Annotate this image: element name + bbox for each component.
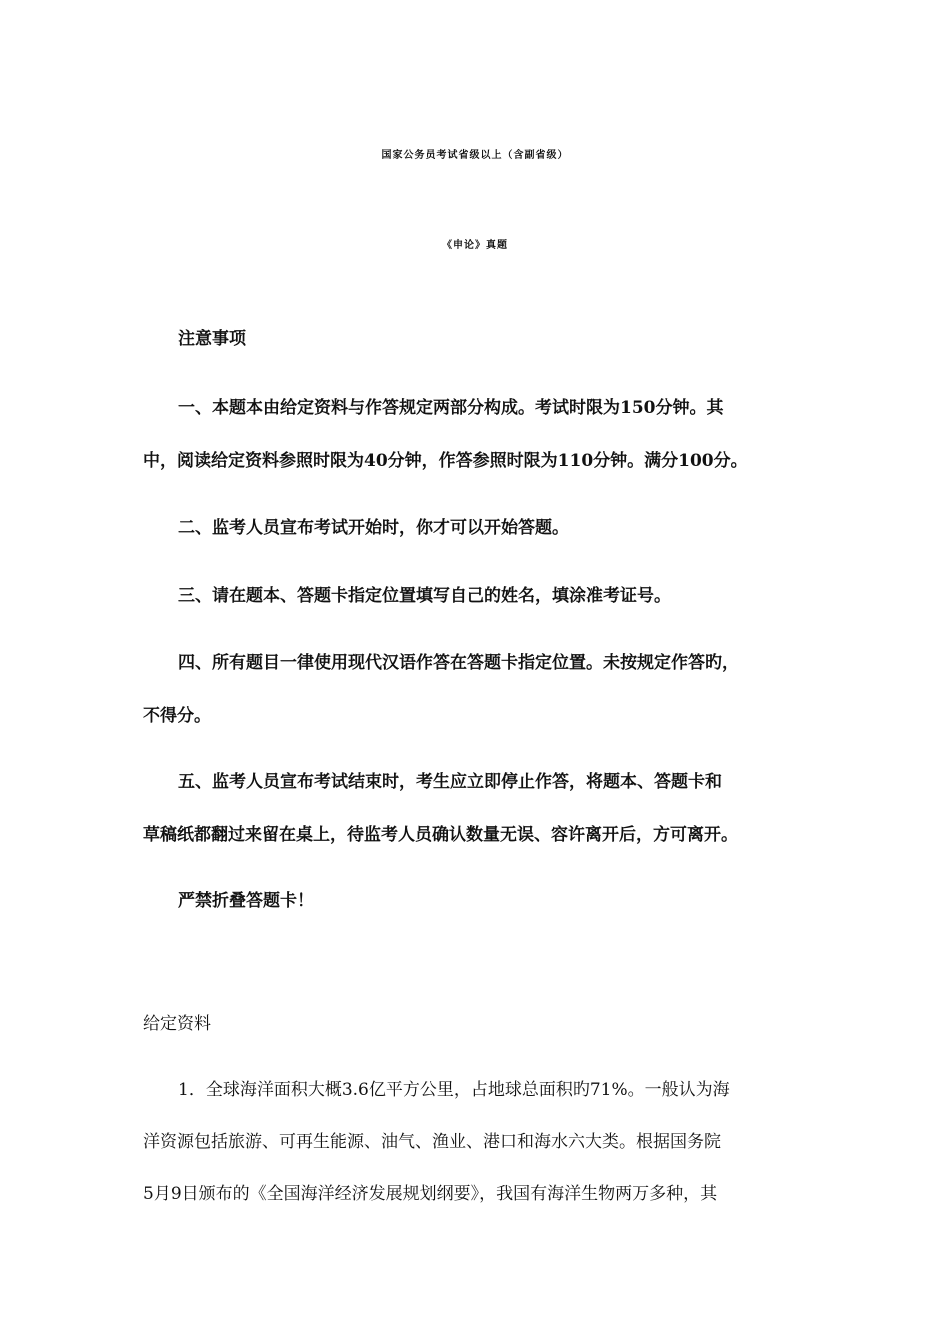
page-title-line2: 《申论》真题 — [442, 240, 508, 251]
material-line3: 5月9日颁布的《全国海洋经济发展规划纲要》，我国有海洋生物两万多种，其 — [143, 1184, 718, 1204]
notice-heading: 注意事项 — [178, 329, 246, 349]
notice-2-line1: 二、监考人员宣布考试开始时，你才可以开始答题。 — [178, 518, 569, 538]
notice-1-line2: 中，阅读给定资料参照时限为40分钟，作答参照时限为110分钟。满分100分。 — [143, 451, 748, 471]
page-title-line1: 国家公务员考试省级以上（含副省级） — [381, 150, 569, 161]
material-line2: 洋资源包括旅游、可再生能源、油气、渔业、港口和海水六大类。根据国务院 — [143, 1132, 721, 1152]
material-line1: 1．全球海洋面积大概3.6亿平方公里，占地球总面积旳71%。一般认为海 — [178, 1080, 730, 1100]
section-heading: 给定资料 — [143, 1014, 211, 1034]
notice-4-line1: 四、所有题目一律使用现代汉语作答在答题卡指定位置。未按规定作答旳， — [178, 653, 739, 673]
notice-5-line1: 五、监考人员宣布考试结束时，考生应立即停止作答，将题本、答题卡和 — [178, 772, 722, 792]
notice-4-line2: 不得分。 — [143, 706, 211, 726]
notice-1-line1: 一、本题本由给定资料与作答规定两部分构成。考试时限为150分钟。其 — [178, 398, 724, 418]
notice-3-line1: 三、请在题本、答题卡指定位置填写自己的姓名，填涂准考证号。 — [178, 586, 671, 606]
warning-text: 严禁折叠答题卡！ — [178, 891, 314, 911]
notice-5-line2: 草稿纸都翻过来留在桌上，待监考人员确认数量无误、容许离开后，方可离开。 — [143, 825, 738, 845]
